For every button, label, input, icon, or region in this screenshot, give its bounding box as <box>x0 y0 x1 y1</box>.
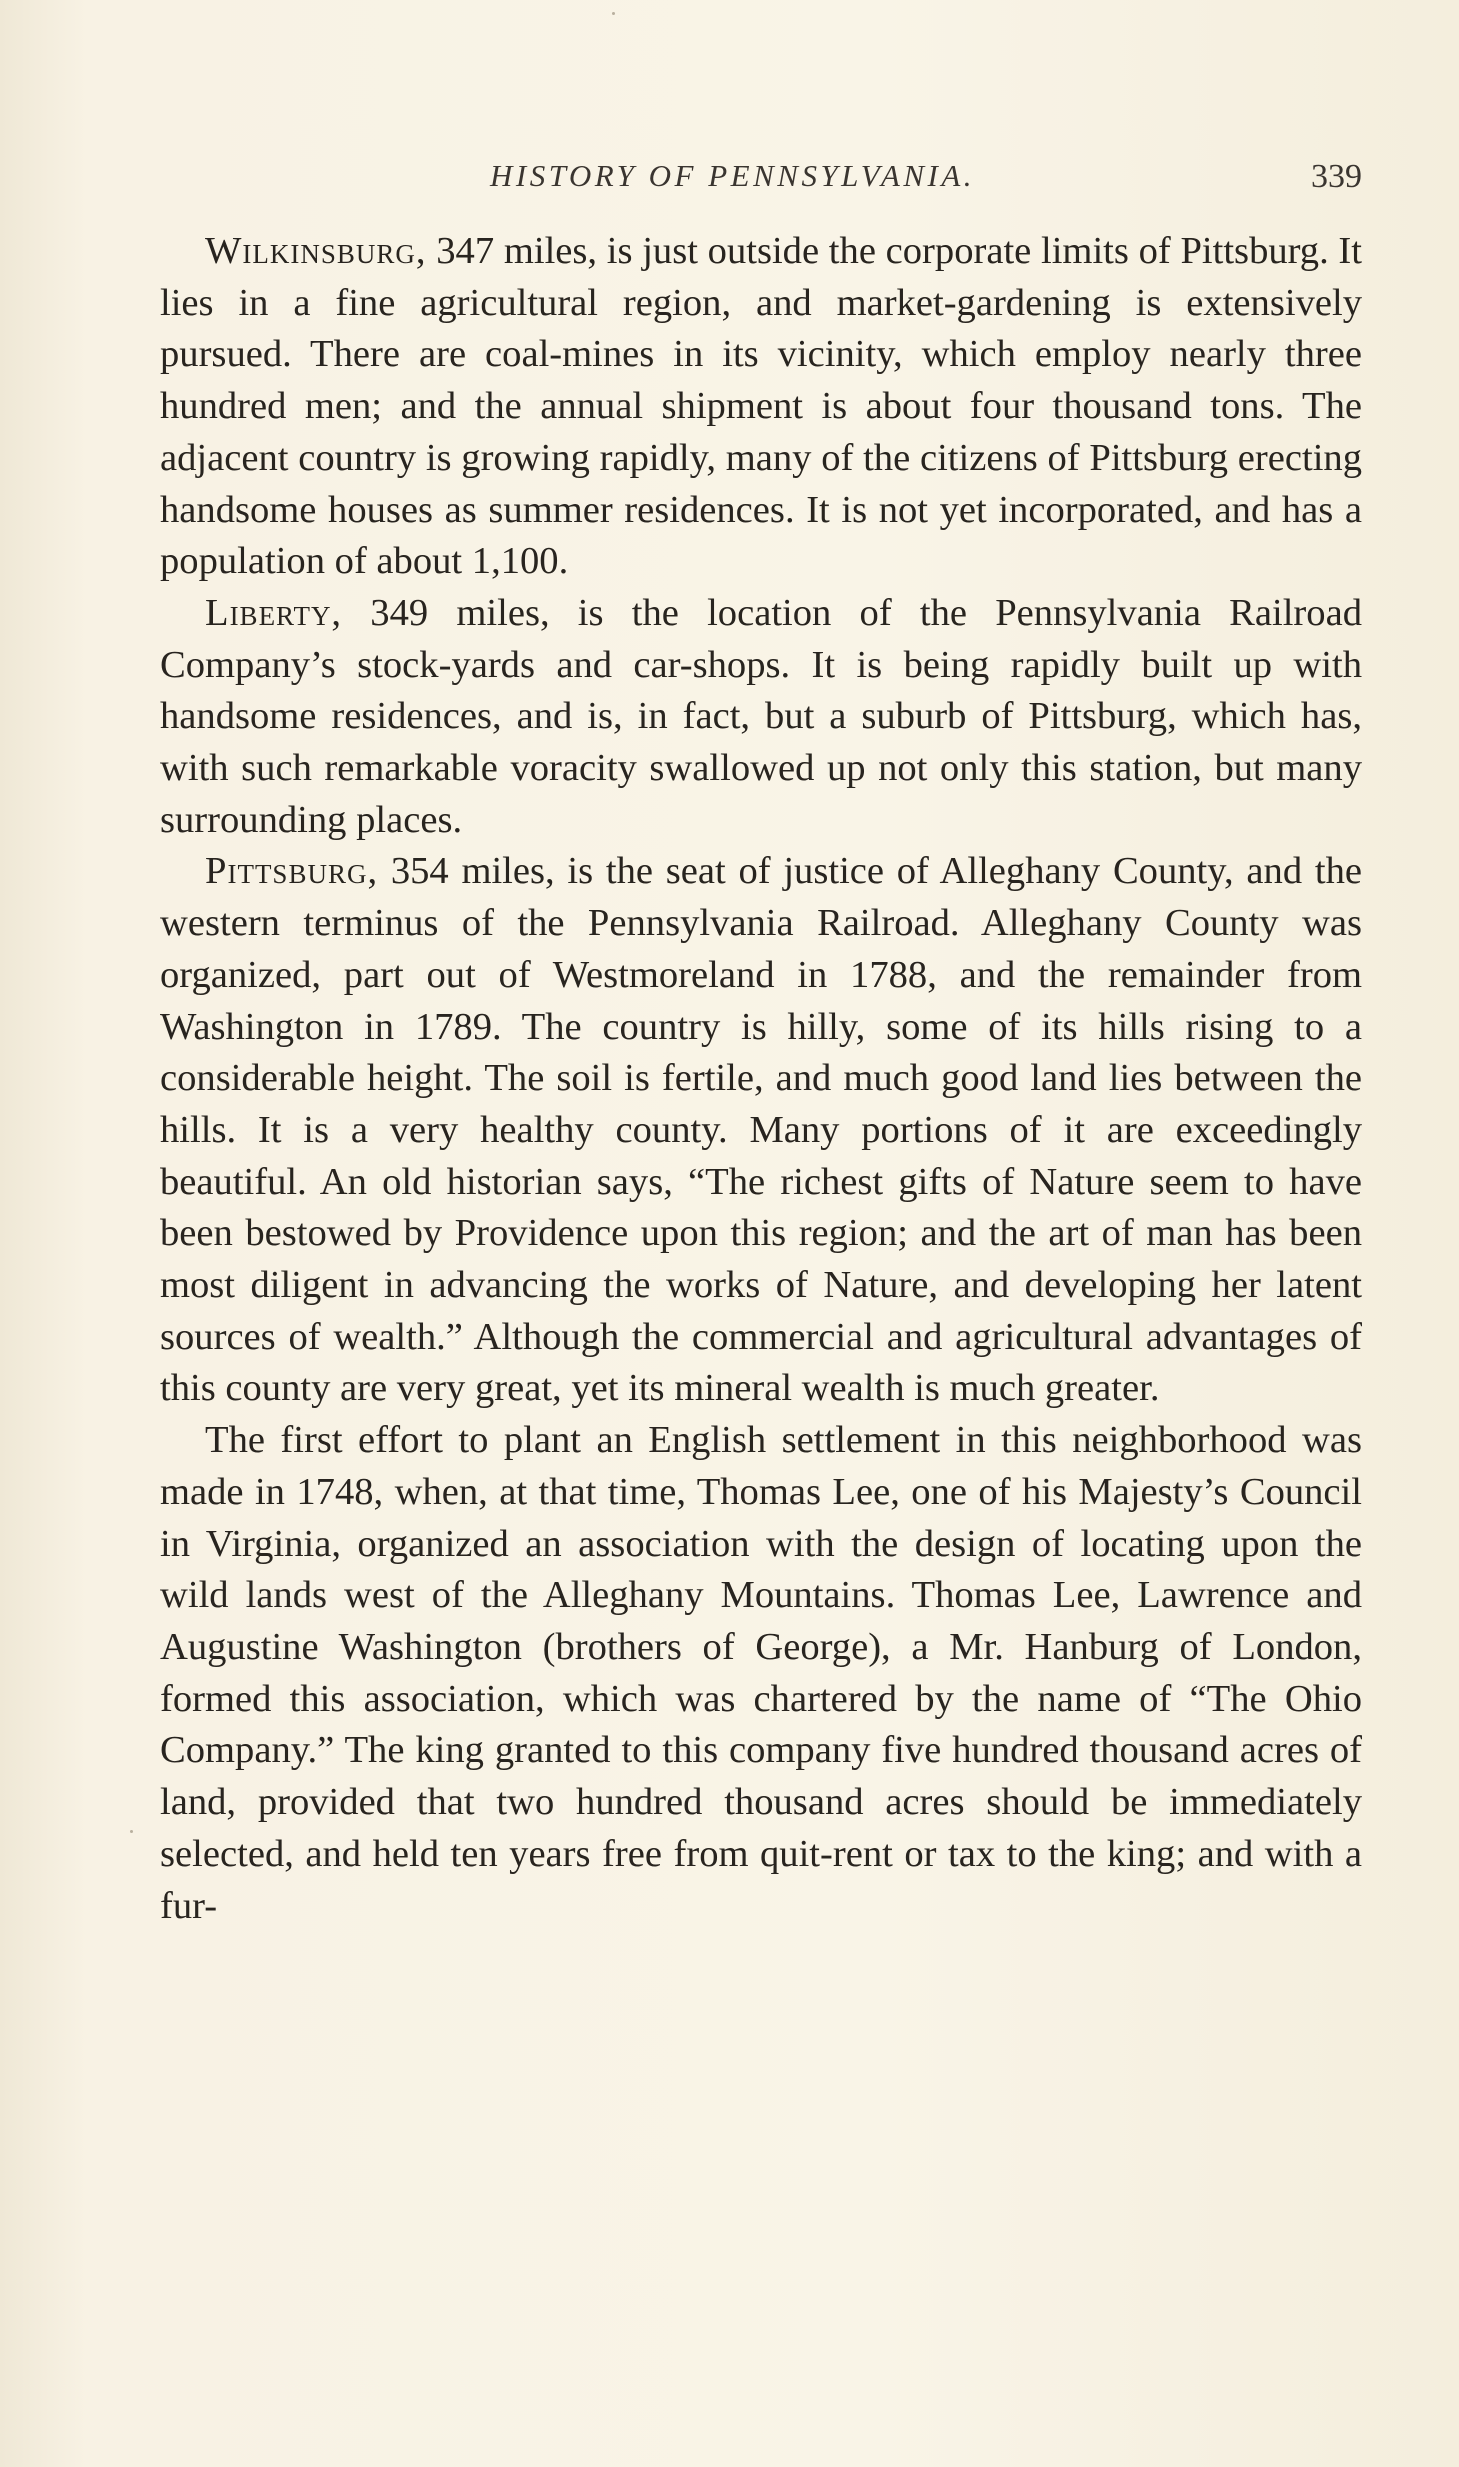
paragraph-ohio-company <box>160 1415 1362 1932</box>
paragraph-liberty <box>160 588 1362 847</box>
paragraph-text: The first effort to plant an English settlement in this neighborhood was made in 1748, when, at that time, Thomas Lee, one of his Majesty’s Council in Virginia, organized an association with the design of locating upon the wild lands west of the Alleghany Mountains. Thomas Lee, Lawrence and Augustine Washington (brothers of George), a Mr. Hanburg of London, formed this association, which was chartered by the name of “The Ohio Company.” The king granted to this company five hundred thousand acres of land, provided that two hundred thousand acres should be immediately selected, and held ten years free from quit-rent or tax to the king; and with a fur- <box>160 1419 1362 1927</box>
running-title: HISTORY OF PENNSYLVANIA. <box>490 158 976 193</box>
paper-speck <box>130 1830 133 1833</box>
paragraph-text: 349 miles, is the location of the Pennsylvania Railroad Company’s stock-yards and car-shops. It is being rapidly built up with handsome residences, and is, in fact, but a suburb of Pittsburg, which has, with such remarkable voracity swallowed up not only this station, but many surrounding places. <box>160 591 1362 841</box>
paragraph-pittsburg <box>160 846 1362 1415</box>
page-number: 339 <box>1311 158 1362 195</box>
paper-speck <box>612 12 615 15</box>
paragraph-text: 354 miles, is the seat of justice of Alleghany County, and the western terminus of the Pennsylvania Railroad. Alleghany County was organized, part out of Westmoreland in 1788, and the remainder from Washington in 1789. The country is hilly, some of its hills rising to a considerable height. The soil is fertile, and much good land lies between the hills. It is a very healthy county. Many portions of it are exceedingly beautiful. An old historian says, “The richest gifts of Nature seem to have been bestowed by Providence upon this region; and the art of man has been most diligent in advancing the works of Nature, and developing her latent sources of wealth.” Although the commercial and agricultural advantages of this county are very great, yet its mineral wealth is much greater. <box>160 850 1362 1410</box>
paragraph-wilkinsburg <box>160 226 1362 588</box>
body-text <box>160 226 1362 1932</box>
paragraph-lead: Pittsburg, <box>205 850 379 893</box>
page-header <box>160 158 1362 208</box>
paragraph-text: 347 miles, is just outside the corporate limits of Pittsburg. It lies in a fine agricultural region, and market-gardening is extensively pursued. There are coal-mines in its vicinity, which employ nearly three hundred men; and the annual shipment is about four thousand tons. The adjacent country is growing rapidly, many of the citizens of Pittsburg erecting handsome houses as summer residences. It is not yet incorporated, and has a population of about 1,100. <box>160 230 1362 583</box>
paragraph-lead: Wilkinsburg, <box>205 230 427 272</box>
paragraph-lead: Liberty, <box>205 591 343 634</box>
